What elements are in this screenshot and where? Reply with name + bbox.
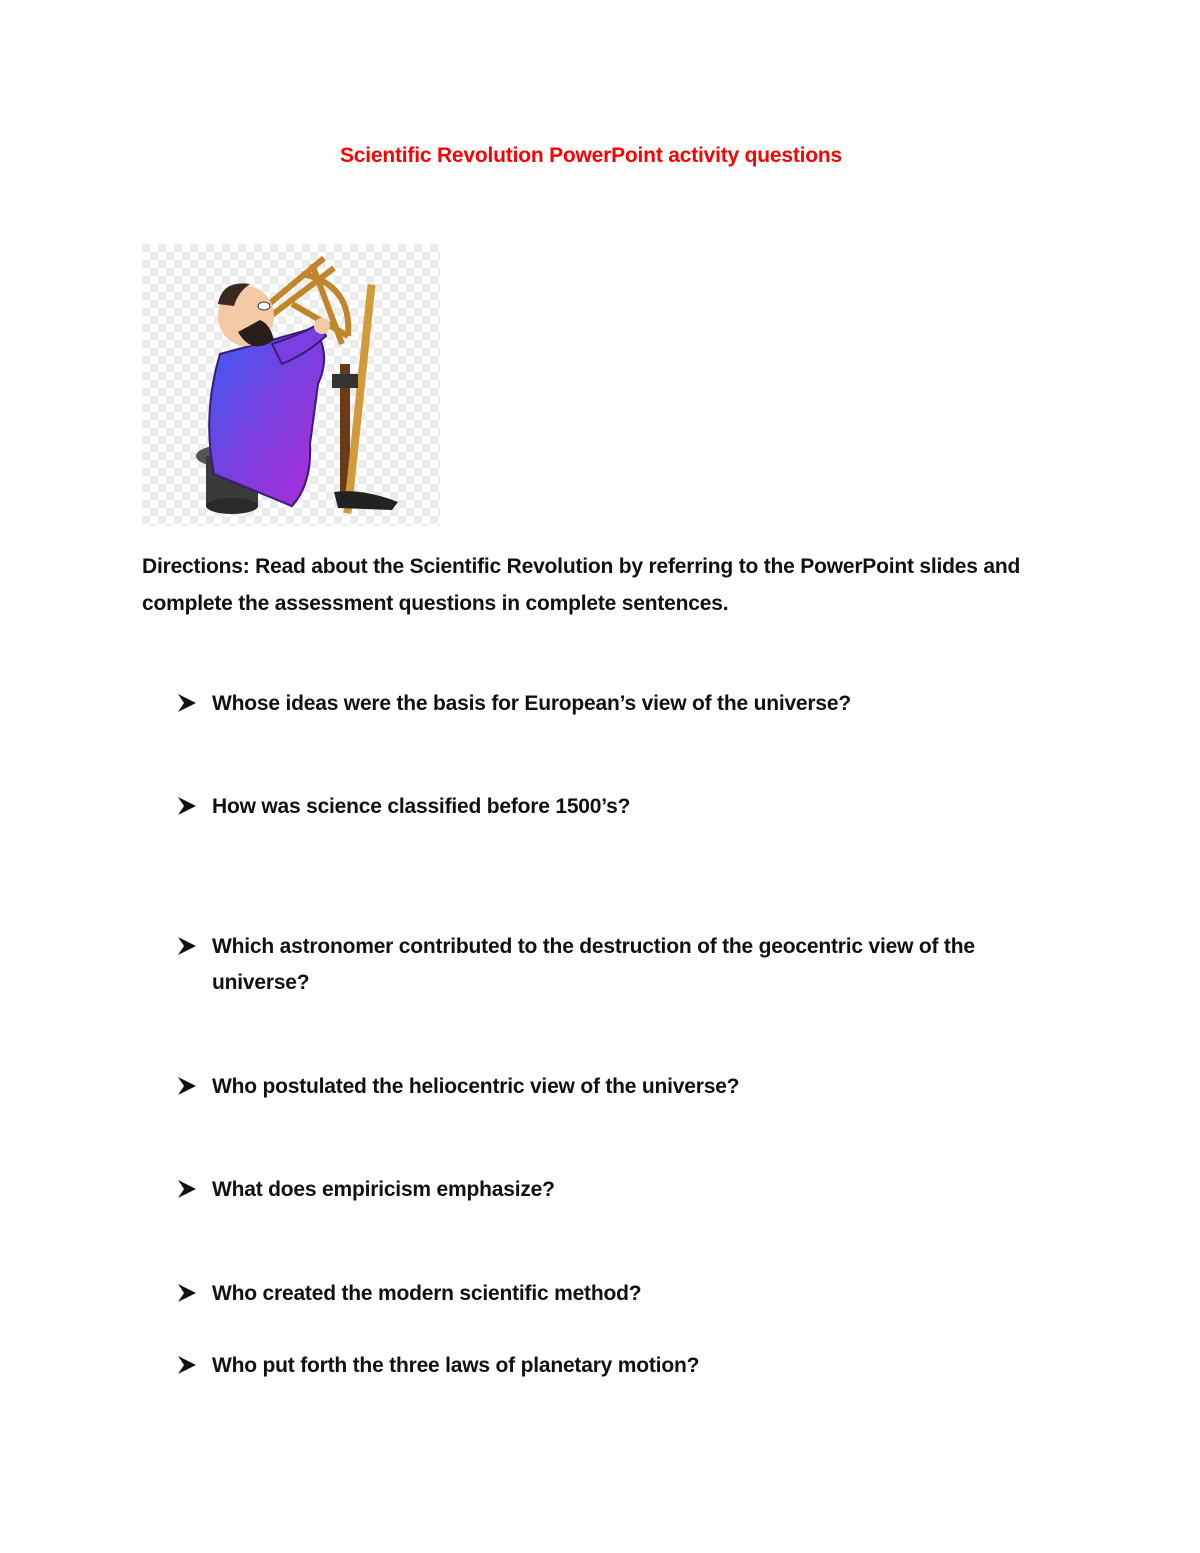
question-text: Who put forth the three laws of planetary motion?: [212, 1354, 700, 1377]
question-item: [176, 1069, 1056, 1105]
question-item: [176, 929, 1056, 1001]
question-item: [176, 1276, 1056, 1312]
question-text: How was science classified before 1500’s?: [212, 795, 631, 818]
question-item: [176, 1172, 1056, 1208]
question-item: [176, 686, 1056, 722]
question-item: [176, 1348, 1056, 1384]
question-text: Who created the modern scientific method?: [212, 1282, 642, 1305]
question-text: What does empiricism emphasize?: [212, 1178, 555, 1201]
question-text: Who postulated the heliocentric view of the universe?: [212, 1075, 740, 1098]
directions-text: Directions: Read about the Scientific Revolution by referring to the PowerPoint slides and complete the assessment questions in complete sentences.: [142, 555, 1021, 615]
question-item: [176, 789, 1056, 825]
arrow-bullet-icon: [176, 1178, 198, 1200]
arrow-bullet-icon: [176, 795, 198, 817]
question-text: Whose ideas were the basis for European’s view of the universe?: [212, 692, 851, 715]
arrow-bullet-icon: [176, 1354, 198, 1376]
arrow-bullet-icon: [176, 935, 198, 957]
question-text: Which astronomer contributed to the destruction of the geocentric view of the universe?: [212, 935, 975, 994]
arrow-bullet-icon: [176, 1075, 198, 1097]
arrow-bullet-icon: [176, 1282, 198, 1304]
arrow-bullet-icon: [176, 692, 198, 714]
astronomer-with-astrolabe-icon: [142, 244, 440, 526]
page-title: Scientific Revolution PowerPoint activity questions: [339, 144, 843, 167]
